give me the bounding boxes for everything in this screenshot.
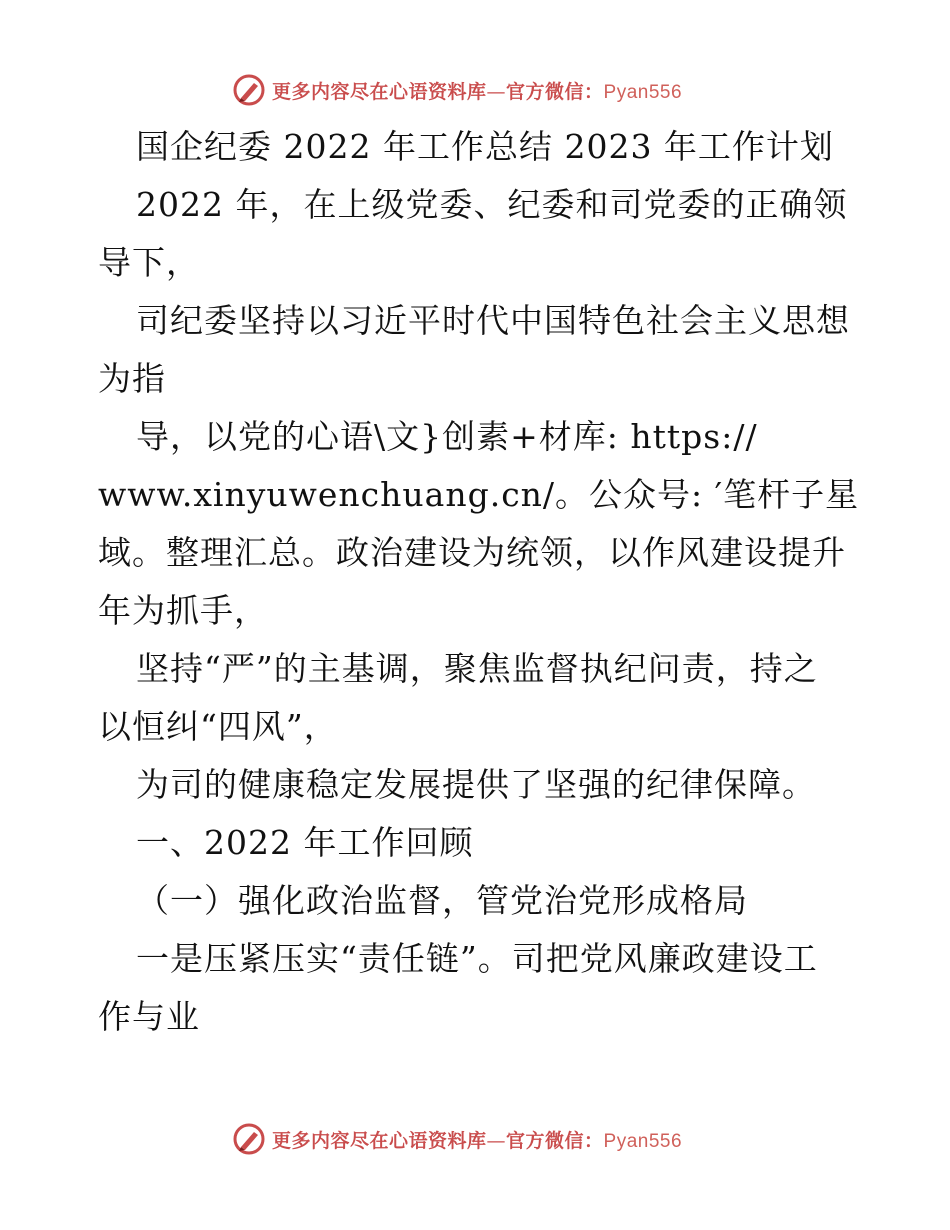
header-watermark — [232, 72, 752, 108]
text-line: 国企纪委 2022 年工作总结 2023 年工作计划 — [136, 127, 834, 166]
watermark-wechat-id: Pyan556 — [603, 1130, 683, 1152]
pen-logo-icon — [232, 1122, 266, 1156]
pen-logo-icon — [232, 73, 266, 107]
text-line: 作与业 — [98, 997, 200, 1036]
text-line: 一、2022 年工作回顾 — [136, 823, 474, 862]
text-line: 为司的健康稳定发展提供了坚强的纪律保障。 — [136, 765, 816, 804]
text-line: （一）强化政治监督，管党治党形成格局 — [136, 881, 748, 920]
text-line: 坚持“严”的主基调，聚焦监督执纪问责，持之 — [136, 649, 818, 688]
text-line: www.xinyuwenchuang.cn/。公众号: ′笔杆子星 — [98, 475, 860, 514]
document-body — [98, 118, 858, 1046]
text-line: 导，以党的心语\文}创素+材库: https:// — [136, 417, 758, 456]
text-line: 域。整理汇总。政治建设为统领，以作风建设提升 — [98, 533, 846, 572]
watermark-wechat-label: 官方微信： — [506, 1129, 604, 1152]
watermark-wechat-label: 官方微信： — [506, 80, 604, 103]
watermark-wechat-id: Pyan556 — [603, 81, 683, 103]
watermark-separator: — — [486, 1129, 507, 1152]
text-line: 一是压紧压实“责任链”。司把党风廉政建设工 — [136, 939, 818, 978]
text-line: 导下， — [98, 243, 200, 282]
text-line: 为指 — [98, 359, 166, 398]
text-line: 年为抓手， — [98, 591, 268, 630]
watermark-slogan: 更多内容尽在心语资料库 — [272, 80, 487, 103]
watermark-separator: — — [486, 80, 507, 103]
text-line: 2022 年，在上级党委、纪委和司党委的正确领 — [136, 185, 848, 224]
watermark-slogan: 更多内容尽在心语资料库 — [272, 1129, 487, 1152]
footer-watermark — [232, 1121, 752, 1157]
text-line: 司纪委坚持以习近平时代中国特色社会主义思想 — [136, 301, 850, 340]
text-line: 以恒纠“四风”， — [98, 707, 338, 746]
